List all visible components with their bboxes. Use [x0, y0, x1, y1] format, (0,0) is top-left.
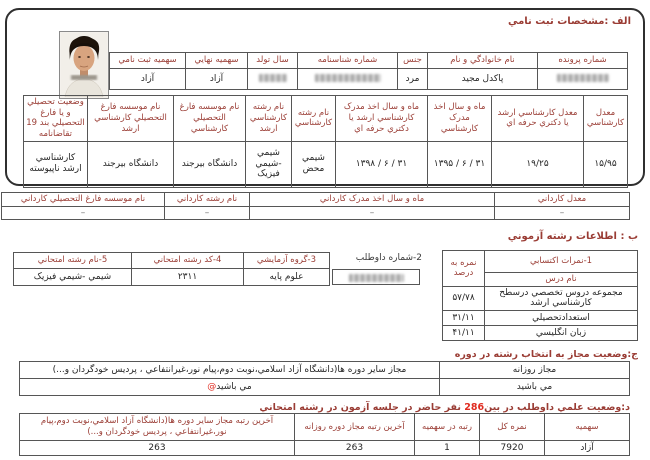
- header-registration-quota: سهميه ثبت نامي: [110, 53, 186, 69]
- value-exam-field-name: شيمي -شيمي فيزيک: [14, 269, 132, 286]
- identity-header-row: [110, 53, 628, 69]
- value-last-rank-daily: 263: [295, 441, 415, 456]
- header-exam-field-name: 5-نام رشته امتحاني: [14, 253, 132, 269]
- candidate-photo-image: [61, 33, 107, 97]
- rank-table: [19, 413, 630, 456]
- score-row-aptitude: [443, 311, 638, 326]
- value-associate-degree-date: –: [250, 206, 495, 219]
- rank-value-row: [20, 441, 630, 456]
- eligibility-table: [19, 361, 630, 396]
- value-master-field: شيمي -شيمي فيزيک: [246, 141, 292, 187]
- header-daily-eligible: مجاز روزانه: [440, 362, 630, 379]
- header-associate-institute: نام موسسه فارغ التحصيلي کارداني: [2, 193, 165, 207]
- header-master-institute: نام موسسه فارغ التحصيلي کارشناسي ارشد: [88, 96, 174, 142]
- header-associate-degree-date: ماه و سال اخذ مدرک کارداني: [250, 193, 495, 207]
- header-course-name: نام درس: [485, 273, 638, 287]
- header-bachelor-gpa: معدل کارشناسي: [584, 96, 628, 142]
- course-aptitude: استعدادتحصيلي: [485, 311, 638, 326]
- value-bachelor-field: شيمي محض: [292, 141, 336, 187]
- value-bachelor-institute: دانشگاه بيرجند: [174, 141, 246, 187]
- associate-header-row: [2, 193, 630, 207]
- score-aptitude: ۳۱/۱۱: [443, 311, 485, 326]
- exam-field-header-row: [14, 253, 330, 269]
- value-associate-gpa: –: [495, 206, 630, 219]
- header-education-status: وضعيت تحصيلي و يا فارغ التحصيلي بند 19 تقاضانامه: [24, 96, 88, 142]
- registration-info-box: [5, 8, 645, 186]
- value-associate-field: –: [165, 206, 250, 219]
- value-master-gpa: ۱۹/۲۵: [492, 141, 584, 187]
- value-rank-in-quota: 1: [415, 441, 480, 456]
- value-bachelor-gpa: ۱۵/۹۵: [584, 141, 628, 187]
- value-bachelor-degree-date: ۳۱ / ۶ / ۱۳۹۵: [428, 141, 492, 187]
- associate-degree-table: [1, 192, 630, 220]
- identity-value-row: [110, 69, 628, 90]
- value-other-courses-eligible: [20, 379, 440, 396]
- candidate-number-label: 2-شماره داوطلب: [355, 253, 422, 263]
- header-bachelor-field: نام رشته کارشناسي: [292, 96, 336, 142]
- candidate-photo: [59, 31, 109, 99]
- candidate-number-field: [332, 269, 420, 285]
- header-bachelor-institute: نام موسسه فارغ التحصيلي کارشناسي: [174, 96, 246, 142]
- value-birth-year: [248, 69, 298, 90]
- header-final-quota: سهميه نهايي: [186, 53, 248, 69]
- header-master-degree-date: ماه و سال اخذ مدرک کارشناسي ارشد يا دکتري حرفه اي: [336, 96, 428, 142]
- header-associate-gpa: معدل کارداني: [495, 193, 630, 207]
- value-daily-eligible: مي باشيد: [440, 379, 630, 396]
- course-specialized: مجموعه دروس تخصصي درسطح کارشناسي ارشد: [485, 286, 638, 311]
- header-birth-year: سال تولد: [248, 53, 298, 69]
- scores-title-row: [443, 251, 638, 273]
- value-exam-field-code: ۲۳۱۱: [132, 269, 244, 286]
- value-full-name: پاکدل مجيد: [428, 69, 538, 90]
- section-d-title-prefix: د:وضعيت علمي داوطلب در بين: [484, 402, 630, 413]
- education-value-row: [24, 141, 628, 187]
- redacted-id-number: [315, 74, 381, 82]
- value-master-institute: دانشگاه بيرجند: [88, 141, 174, 187]
- score-english: ۴۱/۱۱: [443, 326, 485, 341]
- redacted-candidate-number: [349, 274, 404, 282]
- value-last-rank-other: 263: [20, 441, 295, 456]
- value-quota: آزاد: [545, 441, 630, 456]
- section-d-title: [259, 402, 630, 413]
- score-row-specialized: [443, 286, 638, 311]
- value-file-number: [538, 69, 628, 90]
- section-a-title: الف :مشخصات ثبت نامي: [507, 16, 631, 27]
- score-row-english: [443, 326, 638, 341]
- header-other-courses-eligible: مجاز ساير دوره ها(دانشگاه آزاد اسلامي،نوبت دوم،پيام نور،غيرانتفاعي ، پرديس خودگردان و...): [20, 362, 440, 379]
- header-gender: جنس: [398, 53, 428, 69]
- header-associate-field: نام رشته کارداني: [165, 193, 250, 207]
- section-d-title-suffix: نفر حاضر در جلسه آزمون در رشته امتحاني: [259, 402, 465, 413]
- header-score-percent: نمره به درصد: [443, 251, 485, 287]
- eligibility-header-row: [20, 362, 630, 379]
- education-table: [23, 95, 628, 188]
- footnote-marker: @: [207, 381, 217, 392]
- value-registration-quota: آزاد: [110, 69, 186, 90]
- header-last-rank-other: آخرين رتبه مجاز ساير دوره ها(دانشگاه آزاد اسلامي،نوبت دوم،پيام نور،غيرانتفاعي ، پرديس خودگردان و...): [20, 414, 295, 441]
- associate-value-row: [2, 206, 630, 219]
- header-bachelor-degree-date: ماه و سال اخذ مدرک کارشناسي: [428, 96, 492, 142]
- header-total-score: نمره کل: [480, 414, 545, 441]
- header-id-number: شماره شناسنامه: [298, 53, 398, 69]
- course-english: زبان انگليسي: [485, 326, 638, 341]
- header-last-rank-daily: آخرين رتبه مجاز دوره روزانه: [295, 414, 415, 441]
- header-file-number: شماره پرونده: [538, 53, 628, 69]
- value-associate-institute: –: [2, 206, 165, 219]
- header-rank-in-quota: رتبه در سهميه: [415, 414, 480, 441]
- value-final-quota: آزاد: [186, 69, 248, 90]
- redacted-birth-year: [259, 74, 287, 82]
- header-master-gpa: معدل کارشناسي ارشد يا دکتري حرفه اي: [492, 96, 584, 142]
- value-total-score: 7920: [480, 441, 545, 456]
- section-b-title: ب : اطلاعات رشته آزموني: [507, 231, 638, 242]
- value-education-status: کارشناسي ارشد ناپيوسته: [24, 141, 88, 187]
- attendee-count: 286: [464, 402, 485, 413]
- eligibility-value-row: [20, 379, 630, 396]
- header-exam-group: 3-گروه آزمايشي: [244, 253, 330, 269]
- identity-table: [109, 52, 628, 90]
- exam-field-table: [13, 252, 330, 286]
- eligible-text: مي باشيد: [216, 381, 252, 392]
- value-gender: مرد: [398, 69, 428, 90]
- value-master-degree-date: ۳۱ / ۶ / ۱۳۹۸: [336, 141, 428, 187]
- header-exam-field-code: 4-کد رشته امتحاني: [132, 253, 244, 269]
- header-quota: سهميه: [545, 414, 630, 441]
- redacted-file-number: [557, 74, 609, 82]
- exam-field-value-row: [14, 269, 330, 286]
- education-header-row: [24, 96, 628, 142]
- value-id-number: [298, 69, 398, 90]
- header-master-field: نام رشته کارشناسي ارشد: [246, 96, 292, 142]
- section-c-title: ج:وضعيت مجاز به انتخاب رشته در دوره: [454, 349, 638, 360]
- score-specialized: ۵۷/۷۸: [443, 286, 485, 311]
- header-full-name: نام خانوادگي و نام: [428, 53, 538, 69]
- header-acquired-scores: 1-نمرات اکتسابي: [485, 251, 638, 273]
- rank-header-row: [20, 414, 630, 441]
- value-exam-group: علوم پايه: [244, 269, 330, 286]
- scores-table: [442, 250, 638, 341]
